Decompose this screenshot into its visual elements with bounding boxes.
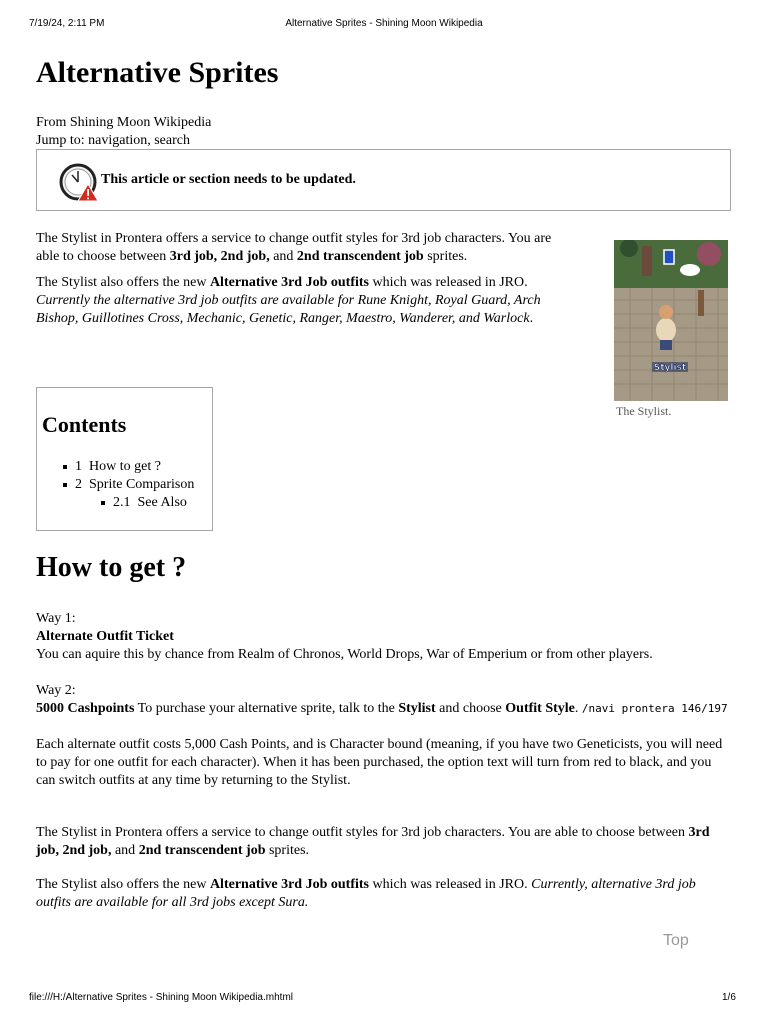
from-line: From Shining Moon Wikipedia [36, 115, 212, 130]
npc-name-label: Stylist [653, 363, 687, 373]
bullet-icon [63, 465, 67, 469]
navi-command: /navi prontera 146/197 [581, 702, 728, 715]
notice-text: This article or section needs to be updated. [101, 172, 356, 187]
figure-caption: The Stylist. [616, 404, 672, 418]
jump-search-link[interactable]: search [154, 133, 190, 148]
jump-line [36, 132, 211, 150]
toc-item-see-also[interactable]: 2.1 See Also [101, 495, 187, 511]
way2-label: Way 2: [36, 683, 76, 698]
outfits-paragraph: The Stylist also offers the new Alternative 3rd Job outfits which was released in JRO. Currently, alternative 3rd job outfits are available for all 3rd jobs except Sura. [36, 877, 696, 910]
update-notice [36, 149, 731, 211]
table-of-contents [36, 387, 213, 531]
bullet-icon [63, 483, 67, 487]
way1-label: Way 1: [36, 611, 76, 626]
jump-navigation-link[interactable]: navigation [88, 133, 148, 148]
jump-prefix: Jump to: [36, 133, 89, 148]
article-meta [36, 114, 211, 150]
page-title: Alternative Sprites [36, 56, 279, 89]
way1-title: Alternate Outfit Ticket [36, 629, 174, 644]
section-heading-how-to-get: How to get ? [36, 552, 187, 583]
print-file-path: file:///H:/Alternative Sprites - Shining Moon Wikipedia.mhtml [29, 992, 293, 1003]
toc-title: Contents [42, 412, 127, 437]
toc-item-how-to-get[interactable]: 1 How to get ? [63, 459, 161, 475]
back-to-top-link[interactable]: Top [663, 932, 689, 949]
clock-warning-icon [59, 161, 101, 203]
way1-block [36, 610, 733, 664]
stylist-paragraph-repeat: The Stylist in Prontera offers a service to change outfit styles for 3rd job characters. You are able to choose between 3rd job, 2nd job, and 2nd transcendent job sprites. [36, 825, 710, 858]
print-page-number: 1/6 [722, 992, 736, 1003]
intro-paragraph-2: The Stylist also offers the new Alternative 3rd Job outfits which was released in JRO. Currently the alternative 3rd job outfits are available for Rune Knight, Royal Guard, Arch Bishop, Guillotines Cross, Mechanic, Genetic, Ranger, Maestro, Wanderer, and Warlock. [36, 275, 541, 326]
toc-item-sprite-comparison[interactable]: 2 Sprite Comparison [63, 477, 194, 493]
stylist-figure [614, 240, 728, 419]
section-how-body [36, 610, 733, 912]
jump-sep: , [147, 133, 155, 148]
bullet-icon [101, 501, 105, 505]
print-datetime: 7/19/24, 2:11 PM [29, 18, 105, 29]
cost-paragraph: Each alternate outfit costs 5,000 Cash Points, and is Character bound (meaning, if you have two Geneticists, you will need to pay for one outfit for each character). When it has been purchased, the option text will turn from red to black, and you can switch outfits at any time by returning to the Stylist. [36, 737, 723, 788]
print-doc-title: Alternative Sprites - Shining Moon Wikipedia [285, 18, 483, 29]
intro-paragraph-1: The Stylist in Prontera offers a service to change outfit styles for 3rd job characters. You are able to choose between 3rd job, 2nd job, and 2nd transcendent job sprites. [36, 231, 552, 264]
way2-block: Way 2: 5000 Cashpoints To purchase your alternative sprite, talk to the Stylist and choose Outfit Style. /navi prontera 146/197 [36, 683, 728, 716]
way1-text: You can aquire this by chance from Realm of Chronos, World Drops, War of Emperium or from other players. [36, 647, 653, 662]
stylist-npc-image[interactable] [614, 240, 728, 401]
intro-block [36, 230, 576, 328]
